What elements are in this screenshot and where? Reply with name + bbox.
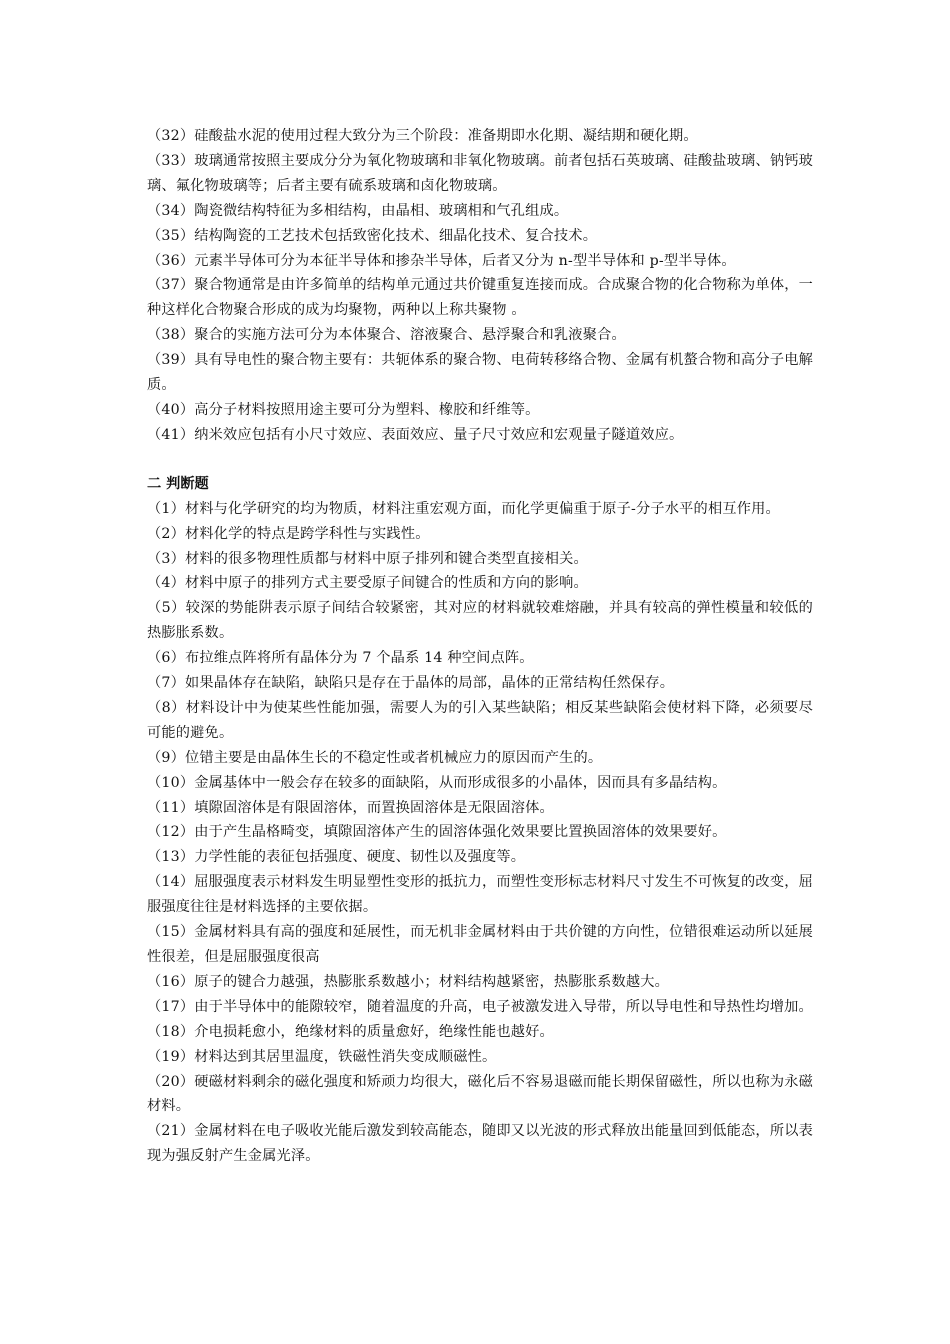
- question-item: （3）材料的很多物理性质都与材料中原子排列和键合类型直接相关。: [147, 550, 588, 567]
- question-item: （1）材料与化学研究的均为物质，材料注重宏观方面，而化学更偏重于原子-分子水平的相互作用。: [147, 500, 780, 517]
- question-item: （13）力学性能的表征包括强度、硬度、韧性以及强度等。: [147, 849, 526, 866]
- question-item: （39）具有导电性的聚合物主要有：共轭体系的聚合物、电荷转移络合物、金属有机螯合物和高分子电解质。: [147, 352, 813, 394]
- question-item: （19）材料达到其居里温度，铁磁性消失变成顺磁性。: [147, 1048, 497, 1065]
- fill-in-section: [147, 124, 813, 448]
- question-item: （8）材料设计中为使某些性能加强，需要人为的引入某些缺陷；相反某些缺陷会使材料下降，必须要尽可能的避免。: [147, 699, 813, 741]
- question-item: （4）材料中原子的排列方式主要受原子间键合的性质和方向的影响。: [147, 575, 588, 592]
- question-item: （40）高分子材料按照用途主要可分为塑料、橡胶和纤维等。: [147, 401, 540, 418]
- question-item: （34）陶瓷微结构特征为多相结构，由晶相、玻璃相和气孔组成。: [147, 202, 569, 219]
- question-item: （20）硬磁材料剩余的磁化强度和矫顽力均很大，磁化后不容易退磁而能长期保留磁性，所以也称为永磁材料。: [147, 1073, 813, 1115]
- question-item: （5）较深的势能阱表示原子间结合较紧密，其对应的材料就较难熔融，并具有较高的弹性模量和较低的热膨胀系数。: [147, 600, 813, 642]
- question-item: （12）由于产生晶格畸变，填隙固溶体产生的固溶体强化效果要比置换固溶体的效果要好。: [147, 824, 727, 841]
- question-item: （2）材料化学的特点是跨学科性与实践性。: [147, 525, 430, 542]
- question-item: （10）金属基体中一般会存在较多的面缺陷，从而形成很多的小晶体，因而具有多晶结构。: [147, 774, 727, 791]
- true-false-section: [147, 497, 813, 1169]
- question-item: （11）填隙固溶体是有限固溶体，而置换固溶体是无限固溶体。: [147, 799, 554, 816]
- section-title: 二 判断题: [147, 475, 209, 492]
- question-item: （18）介电损耗愈小，绝缘材料的质量愈好，绝缘性能也越好。: [147, 1023, 554, 1040]
- question-item: （38）聚合的实施方法可分为本体聚合、溶液聚合、悬浮聚合和乳液聚合。: [147, 327, 626, 344]
- question-item: （35）结构陶瓷的工艺技术包括致密化技术、细晶化技术、复合技术。: [147, 227, 598, 244]
- question-item: （15）金属材料具有高的强度和延展性，而无机非金属材料由于共价键的方向性，位错很难运动所以延展性很差，但是屈服强度很高: [147, 924, 813, 965]
- question-item: （7）如果晶体存在缺陷，缺陷只是存在于晶体的局部，晶体的正常结构任然保存。: [147, 675, 675, 692]
- question-item: （16）原子的键合力越强，热膨胀系数越小；材料结构越紧密，热膨胀系数越大。: [147, 973, 670, 990]
- document-body: [147, 124, 813, 1169]
- question-item: （6）布拉维点阵将所有晶体分为 7 个晶系 14 种空间点阵。: [147, 650, 534, 667]
- question-item: （37）聚合物通常是由许多简单的结构单元通过共价键重复连接而成。合成聚合物的化合物称为单体，一种这样化合物聚合形成的成为均聚物，两种以上称共聚物 。: [147, 277, 813, 319]
- question-item: （33）玻璃通常按照主要成分分为氧化物玻璃和非氧化物玻璃。前者包括石英玻璃、硅酸盐玻璃、钠钙玻璃、氟化物玻璃等；后者主要有硫系玻璃和卤化物玻璃。: [147, 152, 813, 194]
- section-gap: [147, 448, 813, 472]
- question-item: （17）由于半导体中的能隙较窄，随着温度的升高，电子被激发进入导带，所以导电性和导热性均增加。: [147, 998, 813, 1015]
- question-item: （41）纳米效应包括有小尺寸效应、表面效应、量子尺寸效应和宏观量子隧道效应。: [147, 426, 684, 443]
- question-item: （9）位错主要是由晶体生长的不稳定性或者机械应力的原因而产生的。: [147, 749, 603, 766]
- question-item: （32）硅酸盐水泥的使用过程大致分为三个阶段：准备期即水化期、凝结期和硬化期。: [147, 128, 698, 144]
- question-item: （36）元素半导体可分为本征半导体和掺杂半导体，后者又分为 n-型半导体和 p-型半导体。: [147, 252, 736, 269]
- question-item: （14）屈服强度表示材料发生明显塑性变形的抵抗力，而塑性变形标志材料尺寸发生不可恢复的改变，屈服强度往往是材料选择的主要依据。: [147, 874, 813, 916]
- question-item: （21）金属材料在电子吸收光能后激发到较高能态，随即又以光波的形式释放出能量回到低能态，所以表现为强反射产生金属光泽。: [147, 1123, 813, 1165]
